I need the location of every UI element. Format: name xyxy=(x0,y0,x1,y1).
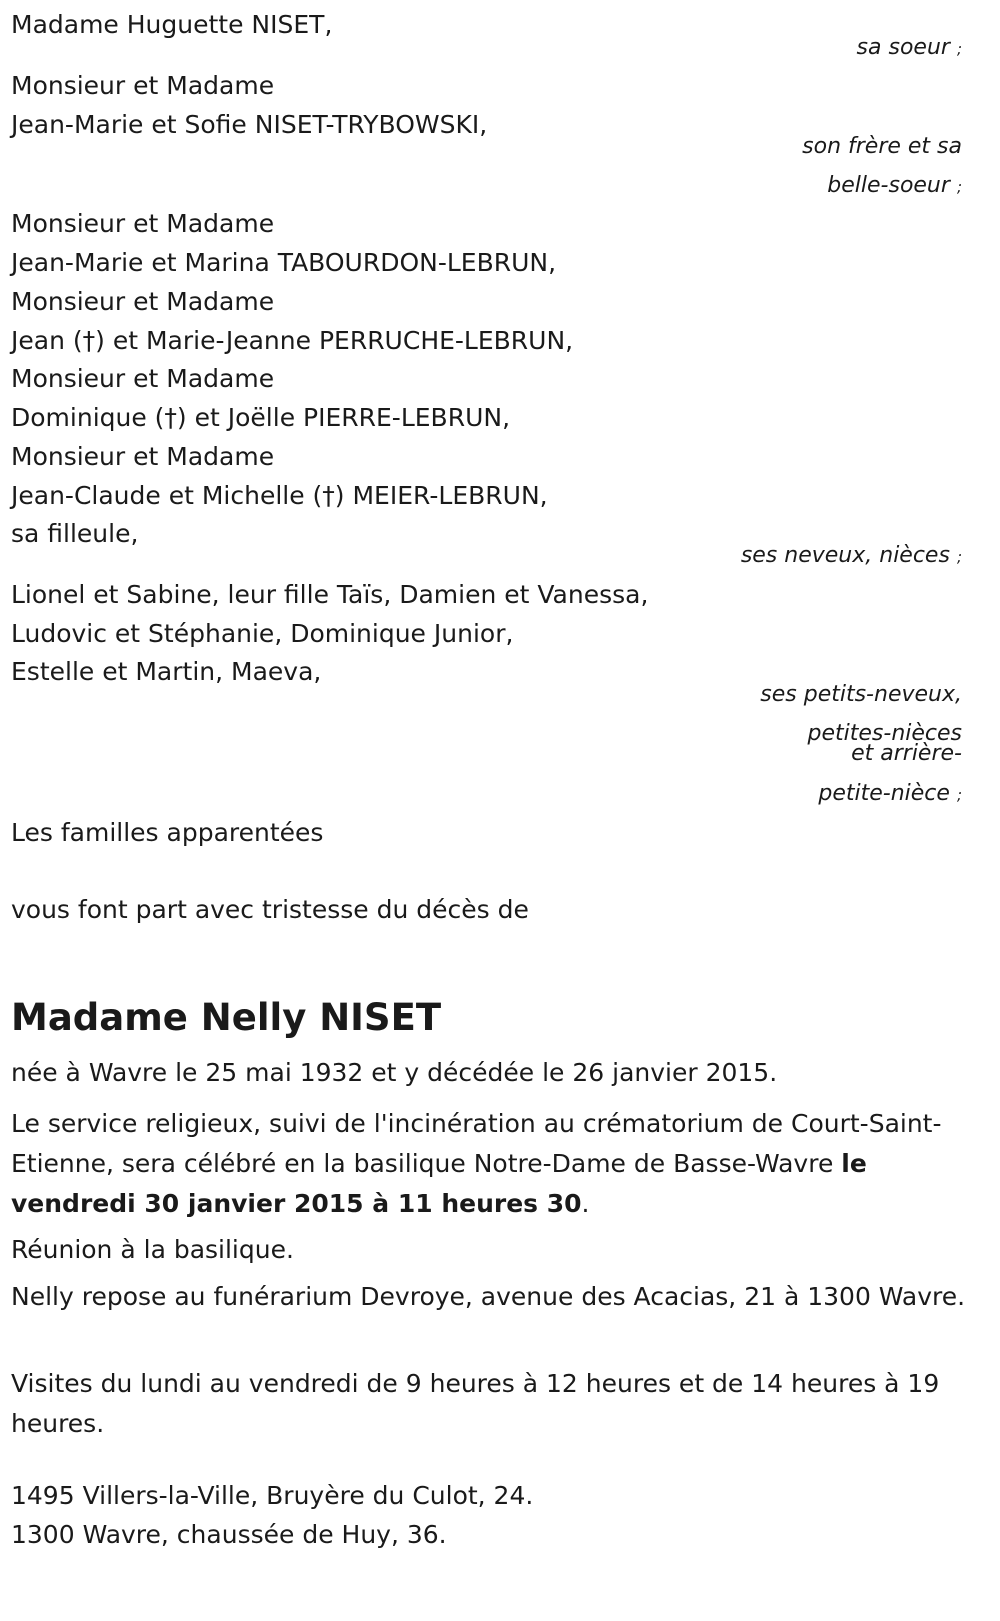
relation-semicolon: ; xyxy=(956,178,962,196)
relation-label xyxy=(818,780,962,809)
family-line: Monsieur et Madame xyxy=(11,209,275,238)
relation-text: belle-soeur xyxy=(827,173,950,198)
relation-text: ses petits-neveux, xyxy=(760,682,962,707)
relation-semicolon: ; xyxy=(956,786,962,804)
family-line: Lionel et Sabine, leur fille Taïs, Damien et Vanessa, xyxy=(11,580,649,609)
family-line: Jean (†) et Marie-Jeanne PERRUCHE-LEBRUN, xyxy=(11,326,574,355)
family-line: Monsieur et Madame xyxy=(11,442,275,471)
families-line: Les familles apparentées xyxy=(11,818,324,847)
service-end: . xyxy=(581,1189,590,1218)
family-line: Ludovic et Stéphanie, Dominique Junior, xyxy=(11,619,514,648)
relation-semicolon: ; xyxy=(956,40,962,58)
family-line: Dominique (†) et Joëlle PIERRE-LEBRUN, xyxy=(11,403,511,432)
relation-text: sa soeur xyxy=(856,35,950,60)
repose-paragraph: Nelly repose au funérarium Devroye, avenue des Acacias, 21 à 1300 Wavre. xyxy=(11,1282,966,1311)
relation-label xyxy=(741,542,962,571)
relation-text: et arrière- xyxy=(851,741,962,766)
family-line: Monsieur et Madame xyxy=(11,364,275,393)
family-line: Monsieur et Madame xyxy=(11,287,275,316)
relation-text: petites-nièces xyxy=(807,721,962,746)
visits-paragraph: Visites du lundi au vendredi de 9 heures à 12 heures et de 14 heures à 19 heures. xyxy=(11,1369,940,1438)
relation-text: petite-nièce xyxy=(818,781,950,806)
announcement-line: vous font part avec tristesse du décès de xyxy=(11,895,529,924)
family-line: Madame Huguette NISET, xyxy=(11,10,333,39)
service-date: le vendredi 30 janvier 2015 à 11 heures 30 xyxy=(11,1149,867,1218)
reunion-line: Réunion à la basilique. xyxy=(11,1235,294,1264)
birth-death-line: née à Wavre le 25 mai 1932 et y décédée le 26 janvier 2015. xyxy=(11,1058,778,1087)
relation-label xyxy=(857,34,962,63)
deceased-name: Madame Nelly NISET xyxy=(11,996,442,1039)
relation-text: ses neveux, nièces xyxy=(740,543,950,568)
family-line: Jean-Claude et Michelle (†) MEIER-LEBRUN, xyxy=(11,481,548,510)
address-line: 1495 Villers-la-Ville, Bruyère du Culot, 24. xyxy=(11,1481,534,1510)
family-line: Monsieur et Madame xyxy=(11,71,275,100)
family-line: Estelle et Martin, Maeva, xyxy=(11,657,322,686)
address-line: 1300 Wavre, chaussée de Huy, 36. xyxy=(11,1520,447,1549)
relation-text: son frère et sa xyxy=(802,134,962,159)
relation-label xyxy=(827,172,962,201)
service-text: Le service religieux, suivi de l'incinération au crématorium de Court-Saint-Etienne, sera célébré en la basilique Notre-Dame de Basse-Wavre xyxy=(11,1109,942,1178)
family-line: sa filleule, xyxy=(11,519,139,548)
family-line: Jean-Marie et Sofie NISET-TRYBOWSKI, xyxy=(11,110,488,139)
family-line: Jean-Marie et Marina TABOURDON-LEBRUN, xyxy=(11,248,557,277)
service-paragraph xyxy=(11,1104,981,1224)
relation-semicolon: ; xyxy=(956,548,962,566)
